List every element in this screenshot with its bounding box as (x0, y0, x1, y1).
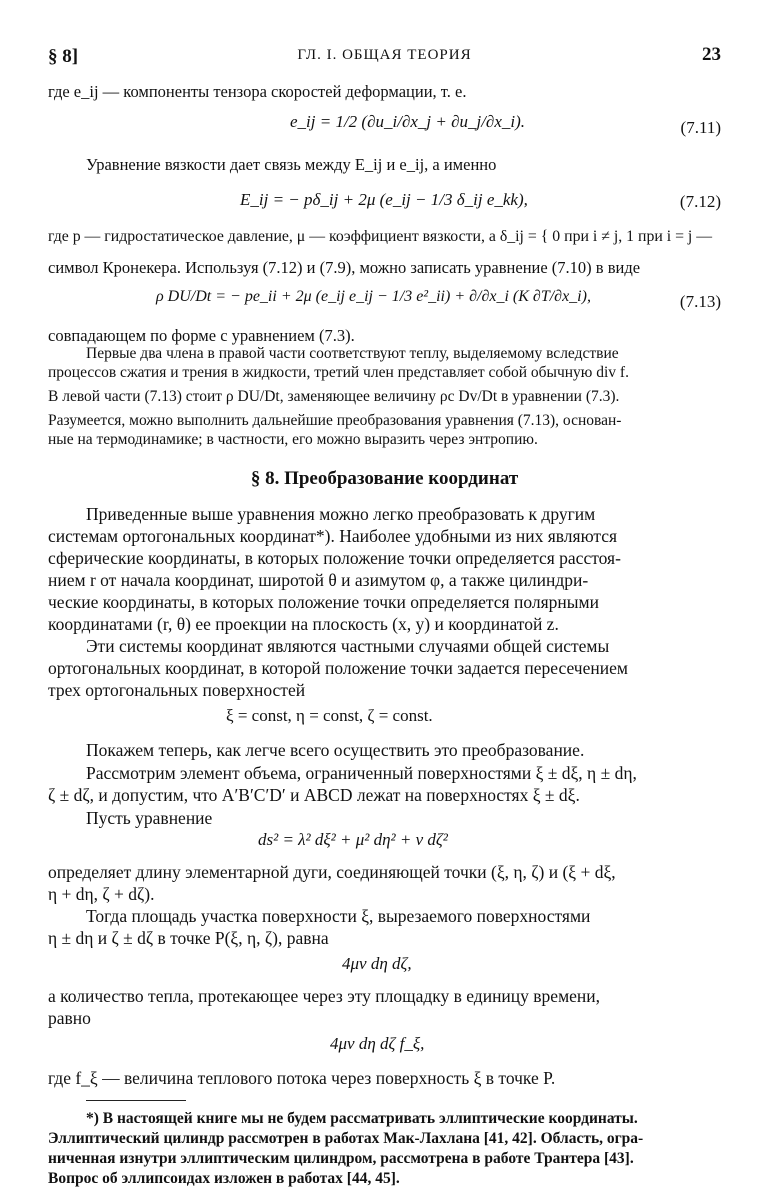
footnote-line: ниченная изнутри эллиптическим цилиндром, рассмотрена в работе Трантера [43]. (48, 1150, 634, 1167)
equation-const: ξ = const, η = const, ζ = const. (226, 706, 433, 725)
text-line: Приведенные выше уравнения можно легко преобразовать к другим (86, 504, 596, 524)
text-line: где p — гидростатическое давление, μ — коэффициент вязкости, а δ_ij = { 0 при i ≠ j, 1 при i = j — (48, 228, 713, 245)
text-line: где f_ξ — величина теплового потока через поверхность ξ в точке P. (48, 1068, 556, 1088)
text-line: а количество тепла, протекающее через эту площадку в единицу времени, (48, 986, 601, 1006)
equation-7-12: E_ij = − pδ_ij + 2μ (e_ij − 1/3 δ_ij e_kk), (240, 190, 528, 209)
text-line: ортогональных координат, в которой положение точки задается пересечением (48, 658, 628, 678)
text-line: определяет длину элементарной дуги, соединяющей точки (ξ, η, ζ) и (ξ + dξ, (48, 862, 616, 882)
equation-number: (7.13) (679, 292, 721, 311)
text-line: ные на термодинамике; в частности, его можно выразить через энтропию. (48, 431, 538, 448)
equation-ds: ds² = λ² dξ² + μ² dη² + ν dζ² (258, 830, 448, 849)
page-number: 23 (702, 44, 721, 65)
text-line: Эти системы координат являются частными случаями общей системы (86, 636, 610, 656)
equation-area: 4μν dη dζ, (342, 954, 412, 973)
footnote-line: Эллиптический цилиндр рассмотрен в работах Мак-Лахлана [41, 42]. Область, огра- (48, 1130, 644, 1147)
section-title: § 8. Преобразование координат (250, 468, 519, 489)
text-line: В левой части (7.13) стоит ρ DU/Dt, заменяющее величину ρc Dv/Dt в уравнении (7.3). (48, 388, 620, 405)
text-line: где e_ij — компоненты тензора скоростей деформации, т. е. (48, 82, 467, 101)
equation-7-13: ρ DU/Dt = − pe_ii + 2μ (e_ij e_ij − 1/3 e²_ii) + ∂/∂x_i (K ∂T/∂x_i), (156, 288, 591, 305)
text-line: Разумеется, можно выполнить дальнейшие преобразования уравнения (7.13), основан- (48, 412, 622, 429)
running-title: ГЛ. I. ОБЩАЯ ТЕОРИЯ (297, 47, 472, 63)
text-line: сферические координаты, в которых положение точки определяется расстоя- (48, 548, 621, 568)
text-line: координатами (r, θ) ее проекции на плоскость (x, y) и координатой z. (48, 614, 559, 634)
text-line: системам ортогональных координат*). Наиболее удобными из них являются (48, 526, 618, 546)
text-line: Рассмотрим элемент объема, ограниченный поверхностями ξ ± dξ, η ± dη, (86, 763, 637, 783)
text-line: равно (48, 1008, 91, 1028)
equation-heat: 4μν dη dζ f_ξ, (330, 1034, 425, 1053)
text-line: нием r от начала координат, широтой θ и азимутом φ, а также цилиндри- (48, 570, 589, 590)
text-line: совпадающем по форме с уравнением (7.3). (48, 326, 355, 345)
footnote-line: Вопрос об эллипсоидах изложен в работах [44, 45]. (48, 1170, 400, 1187)
footnote-line: *) В настоящей книге мы не будем рассматривать эллиптические координаты. (86, 1110, 638, 1127)
text-line: Первые два члена в правой части соответствуют теплу, выделяемому вследствие (86, 345, 619, 362)
text-line: η + dη, ζ + dζ). (48, 884, 155, 904)
text-line: процессов сжатия и трения в жидкости, третий член представляет собой обычную div f. (48, 364, 629, 381)
text-line: Покажем теперь, как легче всего осуществить это преобразование. (86, 740, 585, 760)
text-line: Тогда площадь участка поверхности ξ, вырезаемого поверхностями (86, 906, 591, 926)
text-line: трех ортогональных поверхностей (48, 680, 306, 700)
text-line: η ± dη и ζ ± dζ в точке P(ξ, η, ζ), равна (48, 928, 329, 948)
equation-number: (7.12) (679, 192, 721, 211)
text-line: ческие координаты, в которых положение точки определяется полярными (48, 592, 599, 612)
equation-number: (7.11) (680, 118, 721, 137)
text-line: Пусть уравнение (86, 808, 213, 828)
footnote-divider (86, 1100, 186, 1101)
equation-7-11: e_ij = 1/2 (∂u_i/∂x_j + ∂u_j/∂x_i). (290, 112, 526, 131)
text-line: ζ ± dζ, и допустим, что A′B′C′D′ и ABCD лежат на поверхностях ξ ± dξ. (48, 785, 580, 805)
header-section-marker: § 8] (48, 46, 79, 67)
text-line: Уравнение вязкости дает связь между E_ij и e_ij, а именно (86, 155, 497, 174)
text-line: символ Кронекера. Используя (7.12) и (7.9), можно записать уравнение (7.10) в виде (48, 258, 641, 277)
